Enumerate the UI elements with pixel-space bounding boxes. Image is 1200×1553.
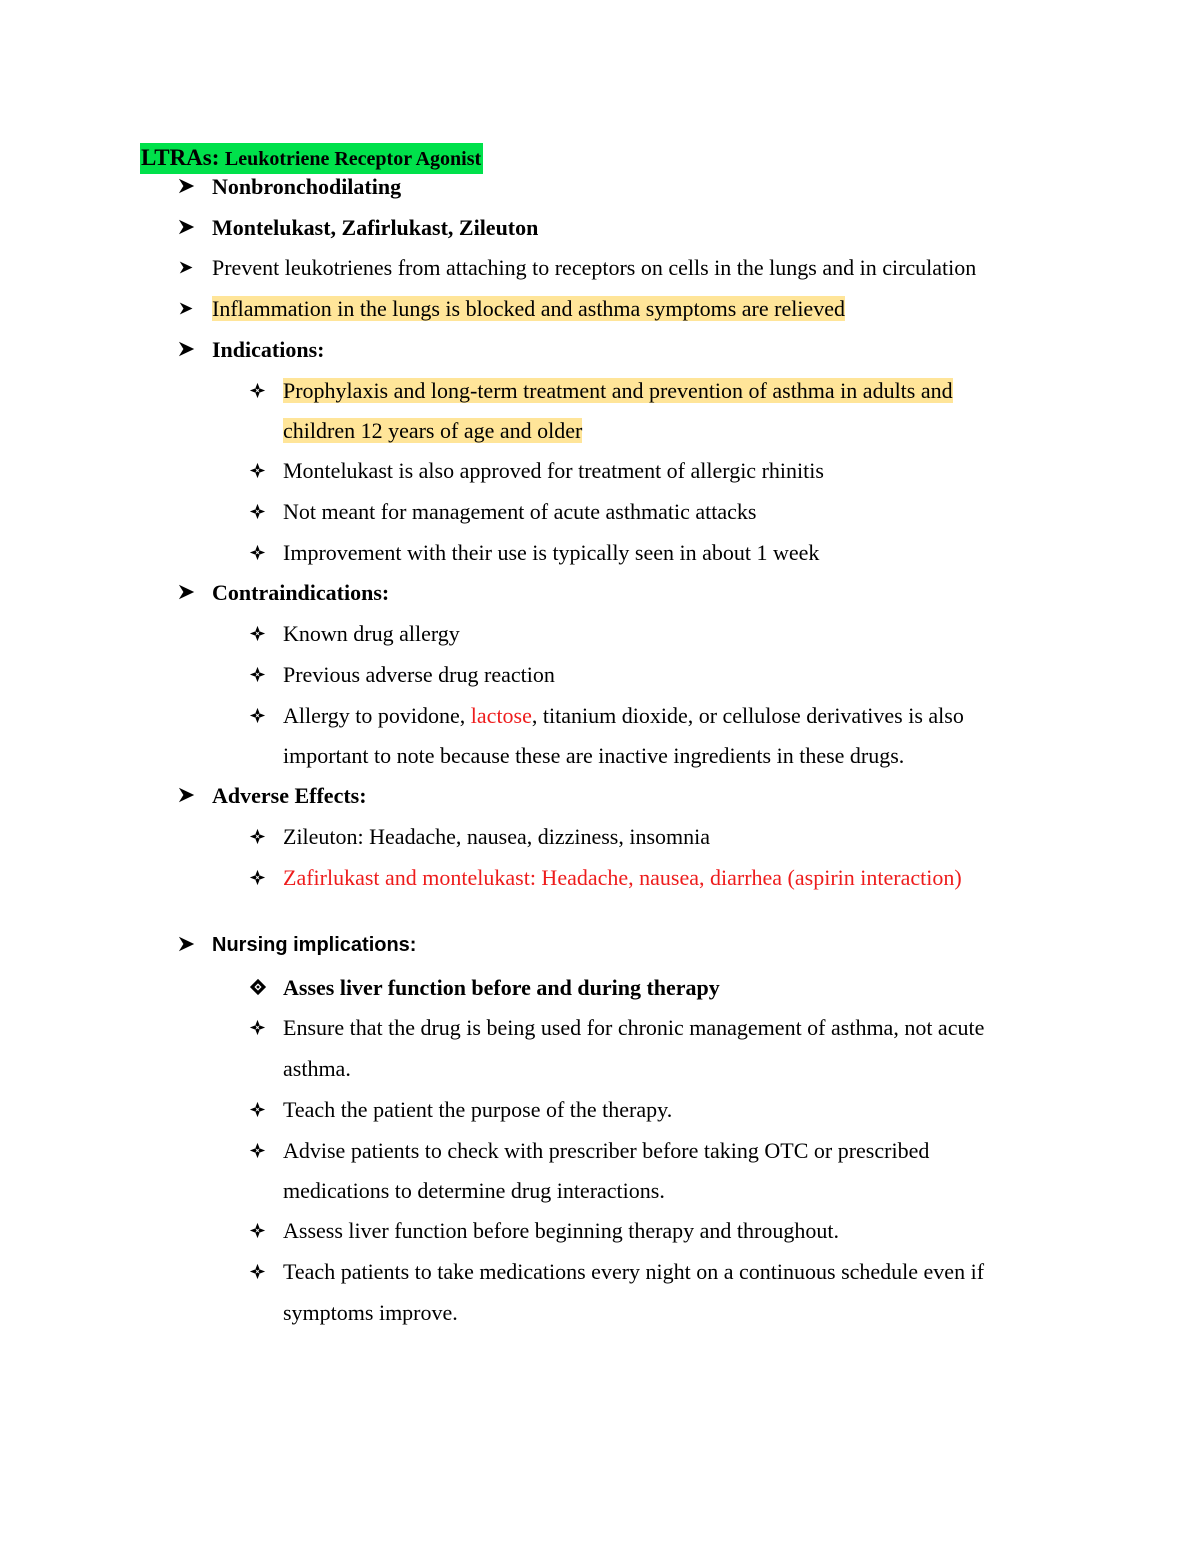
red-text-lactose: lactose (470, 703, 532, 728)
highlighted-text: Inflammation in the lungs is blocked and asthma symptoms are relieved (212, 296, 845, 321)
highlighted-text: Prophylaxis and long-term treatment and prevention of asthma in adults and (283, 378, 953, 403)
diamond-ornament-bullet-icon (249, 456, 269, 486)
list-item-nursing-chronic-cont: asthma. (283, 1056, 351, 1081)
arrowhead-bullet-icon (178, 253, 198, 283)
list-item-drug-names: Montelukast, Zafirlukast, Zileuton (212, 215, 539, 240)
list-item-nursing-chronic: Ensure that the drug is being used for chronic management of asthma, not acute (283, 1015, 985, 1040)
title-full-name: Leukotriene Receptor Agonist (224, 148, 482, 170)
list-item-nonbronchodilating: Nonbronchodilating (212, 174, 402, 199)
list-item-nursing-advise: Advise patients to check with prescriber before taking OTC or prescribed (283, 1138, 930, 1163)
text-segment: Allergy to povidone, (283, 703, 471, 728)
diamond-ornament-bullet-icon (249, 1136, 269, 1166)
list-item-contra-allergy: Known drug allergy (283, 621, 460, 646)
section-heading-indications: Indications: (212, 337, 325, 362)
diamond-ornament-bullet-icon (249, 660, 269, 690)
diamond-ornament-bullet-icon (249, 1013, 269, 1043)
diamond-ornament-bullet-icon (249, 619, 269, 649)
diamond-ornament-bullet-icon (249, 822, 269, 852)
list-item-nursing-advise-cont: medications to determine drug interactions. (283, 1178, 665, 1203)
list-item-contra-inactive-ingredients-cont: important to note because these are inactive ingredients in these drugs. (283, 743, 905, 768)
diamond-ornament-bullet-icon (249, 1216, 269, 1246)
diamond-ornament-bullet-icon (249, 1095, 269, 1125)
list-item-adverse-zileuton: Zileuton: Headache, nausea, dizziness, insomnia (283, 824, 711, 849)
list-item-adverse-zafirlukast: Zafirlukast and montelukast: Headache, nausea, diarrhea (aspirin interaction) (283, 865, 962, 890)
list-item-nursing-nightly-cont: symptoms improve. (283, 1300, 458, 1325)
section-heading-adverse-effects: Adverse Effects: (212, 783, 367, 808)
arrowhead-bullet-icon (178, 781, 198, 811)
list-item-nursing-assess-liver: Assess liver function before beginning therapy and throughout. (283, 1218, 839, 1243)
arrowhead-bullet-icon (178, 294, 198, 324)
list-item-nursing-liver: Asses liver function before and during therapy (283, 975, 720, 1000)
diamond-ornament-bullet-icon (249, 701, 269, 731)
arrowhead-bullet-icon (178, 335, 198, 365)
list-item-indication-prophylaxis (283, 376, 953, 406)
diamond-ornament-bullet-icon (249, 497, 269, 527)
diamond-ornament-bullet-icon (249, 1257, 269, 1287)
page-title (140, 143, 483, 174)
list-item-indication-prophylaxis-cont (283, 416, 582, 446)
list-item-nursing-teach-purpose: Teach the patient the purpose of the therapy. (283, 1097, 673, 1122)
list-item-indication-rhinitis: Montelukast is also approved for treatment of allergic rhinitis (283, 458, 824, 483)
list-item-contra-inactive-ingredients (283, 701, 964, 731)
list-item-inflammation (212, 294, 845, 324)
list-item-mechanism: Prevent leukotrienes from attaching to receptors on cells in the lungs and in circulation (212, 255, 977, 280)
arrowhead-bullet-icon (178, 578, 198, 608)
section-heading-contraindications: Contraindications: (212, 580, 390, 605)
list-item-contra-adverse-reaction: Previous adverse drug reaction (283, 662, 555, 687)
text-segment: , titanium dioxide, or cellulose derivatives is also (531, 703, 964, 728)
arrowhead-bullet-icon (178, 172, 198, 202)
list-item-indication-improvement: Improvement with their use is typically seen in about 1 week (283, 540, 820, 565)
section-heading-nursing-implications: Nursing implications: (212, 934, 417, 956)
highlighted-text: children 12 years of age and older (283, 418, 583, 443)
solid-diamond-bullet-icon (249, 973, 269, 1003)
list-item-nursing-nightly: Teach patients to take medications every night on a continuous schedule even if (283, 1259, 985, 1284)
diamond-ornament-bullet-icon (249, 863, 269, 893)
diamond-ornament-bullet-icon (249, 376, 269, 406)
diamond-ornament-bullet-icon (249, 538, 269, 568)
title-abbreviation: LTRAs: (141, 145, 220, 170)
list-item-indication-not-acute: Not meant for management of acute asthmatic attacks (283, 499, 757, 524)
arrowhead-bullet-icon (178, 930, 198, 960)
arrowhead-bullet-icon (178, 213, 198, 243)
